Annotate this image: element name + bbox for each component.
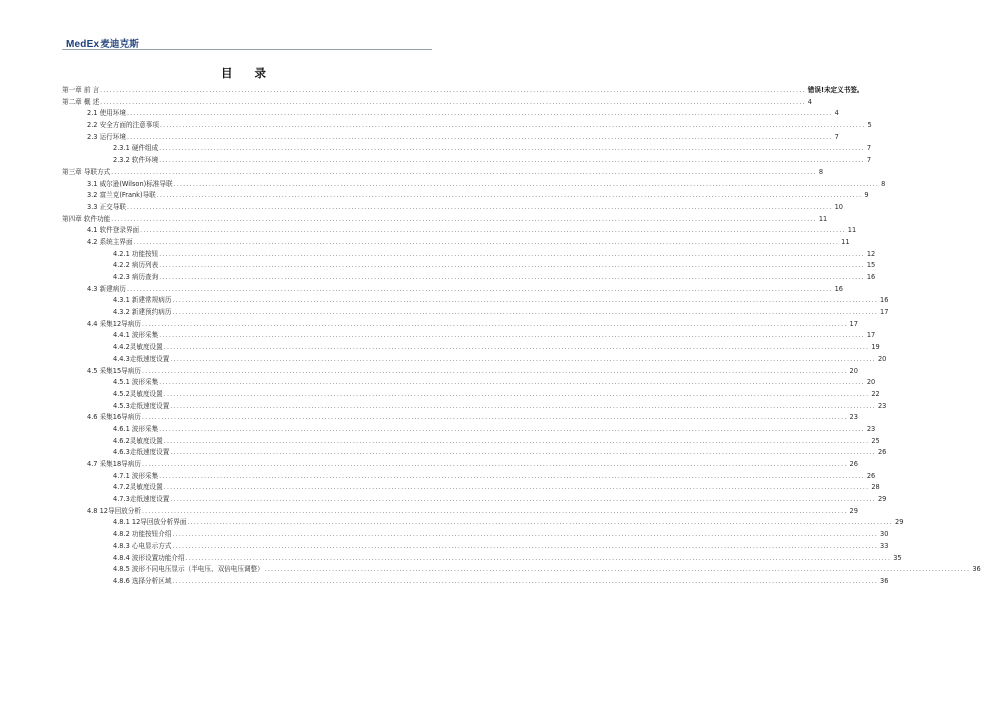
toc-entry-label: 4.5.3走纸速度设置 (113, 401, 170, 410)
toc-entry-label: 4.7 采集18导病历 (87, 460, 141, 468)
brand-logo-latin: MedEx (66, 39, 100, 50)
toc-entry[interactable] (62, 424, 876, 436)
toc-entry-label: 4.7.1 波形采集 (113, 471, 159, 480)
toc-entry-label: 4.5.1 波形采集 (113, 378, 159, 387)
toc-entry-page-number: 16 (834, 284, 843, 293)
brand-logo (66, 36, 139, 50)
toc-entry[interactable] (62, 447, 887, 459)
toc-entry[interactable] (62, 284, 843, 296)
toc-entry[interactable] (62, 85, 864, 97)
toc-entry-page-number: 10 (834, 202, 843, 211)
toc-entry[interactable] (62, 366, 858, 378)
toc-entry-label: 4.6.1 波形采集 (113, 424, 159, 433)
toc-entry-page-number: 16 (880, 296, 889, 305)
toc-entry-page-number: 17 (849, 319, 858, 328)
toc-dot-leader: ............................................................................................................................................................................................................................ (170, 449, 876, 457)
toc-entry[interactable] (62, 564, 981, 576)
toc-dot-leader: ............................................................................................................................................................................................................................ (159, 332, 865, 340)
toc-dot-leader: ............................................................................................................................................................................................................................ (187, 519, 894, 527)
toc-dot-leader: ............................................................................................................................................................................................................................ (141, 414, 848, 422)
toc-dot-leader: ............................................................................................................................................................................................................................ (141, 507, 848, 515)
toc-entry[interactable] (62, 132, 839, 144)
toc-entry-page-number: 7 (866, 156, 872, 165)
toc-entry-label: 第三章 导联方式 (62, 167, 111, 176)
toc-dot-leader: ............................................................................................................................................................................................................................ (126, 110, 833, 118)
toc-entry-page-number: 28 (871, 483, 880, 492)
toc-entry-label: 4.8.3 心电显示方式 (113, 541, 172, 550)
toc-entry[interactable] (62, 120, 872, 132)
toc-dot-leader: ............................................................................................................................................................................................................................ (163, 390, 870, 398)
toc-entry-page-number: 8 (818, 167, 824, 176)
toc-entry-page-number: 29 (895, 518, 904, 527)
toc-entry[interactable] (62, 529, 889, 541)
toc-entry-label: 4.6.3走纸速度设置 (113, 448, 170, 457)
toc-entry[interactable] (62, 482, 880, 494)
toc-entry-page-number: 26 (866, 471, 876, 480)
toc-entry[interactable] (62, 389, 880, 401)
toc-entry-page-number: 4 (807, 97, 812, 106)
toc-entry-page-number: 23 (849, 413, 858, 422)
toc-entry[interactable] (62, 354, 887, 366)
toc-entry[interactable] (62, 237, 850, 249)
toc-entry[interactable] (62, 143, 872, 155)
toc-entry-label: 4.7.3走纸速度设置 (113, 495, 170, 504)
toc-dot-leader: ............................................................................................................................................................................................................................ (172, 577, 879, 585)
toc-entry[interactable] (62, 412, 858, 424)
toc-entry[interactable] (62, 541, 889, 553)
toc-entry-label: 4.7.2灵敏度设置 (113, 483, 163, 492)
toc-dot-leader: ............................................................................................................................................................................................................................ (159, 145, 865, 153)
toc-entry-label: 4.3.2 新建预约病历 (113, 308, 172, 317)
toc-entry-page-number: 29 (877, 495, 887, 504)
toc-dot-leader: ............................................................................................................................................................................................................................ (126, 285, 833, 293)
toc-entry-label: 2.3.1 硬件组成 (113, 144, 159, 153)
toc-entry-page-number: 16 (866, 273, 876, 281)
toc-entry[interactable] (62, 459, 858, 471)
toc-dot-leader: ............................................................................................................................................................................................................................ (172, 297, 879, 305)
toc-entry-label: 2.3 运行环境 (87, 132, 126, 141)
toc-entry-page-number: 19 (871, 343, 880, 352)
toc-entry[interactable] (62, 307, 889, 319)
toc-entry[interactable] (62, 190, 869, 202)
toc-entry-page-number: 30 (880, 530, 889, 539)
toc-entry-page-number: 23 (877, 401, 887, 410)
toc-dot-leader: ............................................................................................................................................................................................................................ (172, 309, 879, 317)
toc-entry-label: 3.3 正交导联 (87, 202, 126, 211)
toc-entry-label: 4.6 采集16导病历 (87, 413, 141, 422)
toc-entry-page-number: 错误!未定义书签。 (807, 86, 864, 94)
toc-entry-label: 3.2 富兰克(Frank)导联 (87, 191, 156, 200)
toc-entry[interactable] (62, 272, 876, 284)
toc-entry-label: 4.6.2灵敏度设置 (113, 436, 163, 445)
toc-entry-label: 4.5 采集15导病历 (87, 366, 141, 375)
toc-entry-page-number: 26 (877, 448, 887, 457)
toc-dot-leader: ............................................................................................................................................................................................................................ (126, 203, 833, 211)
toc-dot-leader: ............................................................................................................................................................................................................................ (159, 379, 865, 387)
toc-dot-leader: ............................................................................................................................................................................................................................ (159, 472, 865, 480)
toc-dot-leader: ............................................................................................................................................................................................................................ (170, 496, 876, 504)
toc-dot-leader: ............................................................................................................................................................................................................................ (100, 98, 806, 106)
toc-dot-leader: ............................................................................................................................................................................................................................ (100, 87, 806, 94)
toc-entry[interactable] (62, 179, 886, 191)
toc-entry[interactable] (62, 576, 889, 588)
toc-entry[interactable] (62, 260, 876, 272)
toc-entry[interactable] (62, 436, 880, 448)
toc-entry[interactable] (62, 506, 858, 518)
toc-entry-label: 4.2.3 病历查询 (113, 273, 159, 281)
toc-dot-leader: ............................................................................................................................................................................................................................ (185, 554, 892, 562)
toc-entry-page-number: 11 (818, 214, 828, 223)
toc-dot-leader: ............................................................................................................................................................................................................................ (170, 402, 876, 410)
toc-entry[interactable] (62, 401, 887, 413)
toc-entry-page-number: 26 (849, 460, 858, 468)
toc-dot-leader: ............................................................................................................................................................................................................................ (172, 542, 879, 550)
toc-entry-page-number: 20 (849, 366, 858, 375)
toc-entry-label: 4.8.2 功能按钮介绍 (113, 530, 172, 539)
toc-entry-page-number: 11 (847, 226, 857, 235)
toc-entry-label: 4.4.3走纸速度设置 (113, 354, 170, 363)
toc-dot-leader: ............................................................................................................................................................................................................................ (173, 180, 880, 188)
toc-dot-leader: ............................................................................................................................................................................................................................ (133, 238, 840, 246)
toc-entry-page-number: 33 (880, 541, 889, 550)
toc-entry-label: 4.8.5 波形不同电压显示（半电压、双倍电压调整） (113, 565, 264, 574)
toc-entry[interactable] (62, 225, 857, 237)
toc-entry-label: 4.2.1 功能按钮 (113, 249, 159, 258)
toc-entry[interactable] (62, 517, 904, 529)
toc-dot-leader: ............................................................................................................................................................................................................................ (159, 262, 865, 270)
toc-entry[interactable] (62, 377, 876, 389)
toc-entry-page-number: 11 (841, 237, 850, 246)
toc-entry-page-number: 36 (972, 565, 981, 574)
toc-entry[interactable] (62, 342, 880, 354)
toc-entry[interactable] (62, 295, 889, 307)
toc-entry-page-number: 29 (849, 506, 858, 515)
toc-entry-page-number: 7 (866, 144, 872, 153)
toc-dot-leader: ............................................................................................................................................................................................................................ (141, 461, 848, 468)
toc-entry-label: 2.3.2 软件环境 (113, 156, 159, 165)
toc-entry[interactable] (62, 330, 876, 342)
toc-title: 目 录 (220, 66, 275, 80)
toc-entry-page-number: 20 (866, 378, 876, 387)
toc-entry[interactable] (62, 249, 876, 261)
toc-dot-leader: ............................................................................................................................................................................................................................ (264, 566, 971, 574)
toc-entry-page-number: 9 (864, 191, 869, 200)
toc-entry-page-number: 23 (866, 424, 876, 433)
toc-entry-label: 4.8.6 选择分析区域 (113, 576, 172, 585)
toc-dot-leader: ............................................................................................................................................................................................................................ (163, 437, 870, 445)
toc-entry[interactable] (62, 155, 872, 167)
toc-dot-leader: ............................................................................................................................................................................................................................ (170, 355, 876, 363)
toc-entry[interactable] (62, 167, 824, 179)
toc-entry-page-number: 17 (866, 331, 876, 340)
toc-dot-leader: ............................................................................................................................................................................................................................ (159, 157, 865, 165)
toc-entry-label: 4.4.1 波形采集 (113, 331, 159, 340)
toc-dot-leader: ............................................................................................................................................................................................................................ (126, 133, 833, 141)
toc-entry-page-number: 4 (834, 109, 839, 118)
header-divider (62, 49, 432, 50)
toc-entry[interactable] (62, 108, 839, 120)
toc-entry-label: 第二章 概 述 (62, 97, 100, 106)
toc-dot-leader: ............................................................................................................................................................................................................................ (141, 320, 848, 328)
toc-entry-page-number: 17 (880, 308, 889, 317)
toc-entry-page-number: 7 (834, 132, 839, 141)
toc-entry[interactable] (62, 553, 902, 565)
toc-entry[interactable] (62, 319, 858, 331)
toc-entry-page-number: 35 (893, 553, 902, 562)
toc-entry-label: 2.1 使用环境 (87, 109, 126, 118)
toc-entry-label: 4.4.2灵敏度设置 (113, 343, 163, 352)
toc-entry[interactable] (62, 202, 843, 214)
toc-dot-leader: ............................................................................................................................................................................................................................ (159, 122, 866, 130)
toc-dot-leader: ............................................................................................................................................................................................................................ (159, 250, 865, 258)
toc-dot-leader: ............................................................................................................................................................................................................................ (140, 227, 846, 235)
toc-entry-label: 4.8.1 12导回放分析界面 (113, 518, 187, 527)
toc-dot-leader: ............................................................................................................................................................................................................................ (163, 484, 870, 492)
toc-entry-label: 4.1 软件登录界面 (87, 226, 140, 235)
toc-entry-label: 2.2 安全方面的注意事项 (87, 121, 159, 130)
toc-entry[interactable] (62, 97, 812, 109)
toc-dot-leader: ............................................................................................................................................................................................................................ (111, 168, 817, 176)
toc-entry[interactable] (62, 471, 876, 483)
toc-entry-page-number: 36 (880, 576, 889, 585)
toc-entry-label: 第四章 软件功能 (62, 214, 111, 223)
toc-entry-page-number: 12 (866, 249, 876, 258)
brand-logo-cn: 麦迪克斯 (100, 39, 140, 50)
toc-entry-label: 第一章 前 言 (62, 86, 100, 94)
toc-entry-page-number: 8 (881, 179, 886, 188)
toc-entry-label: 4.5.2灵敏度设置 (113, 389, 163, 398)
toc-entry-page-number: 15 (866, 261, 876, 270)
table-of-contents (62, 85, 981, 588)
toc-entry-label: 4.3 新建病历 (87, 284, 126, 293)
toc-entry-label: 4.3.1 新建常规病历 (113, 296, 172, 305)
toc-entry-label: 4.4 采集12导病历 (87, 319, 141, 328)
toc-dot-leader: ............................................................................................................................................................................................................................ (156, 192, 863, 200)
toc-entry[interactable] (62, 214, 828, 226)
toc-dot-leader: ............................................................................................................................................................................................................................ (141, 367, 848, 375)
toc-entry-label: 4.8 12导回放分析 (87, 506, 141, 515)
toc-entry-label: 4.2 系统主界面 (87, 237, 133, 246)
toc-dot-leader: ............................................................................................................................................................................................................................ (172, 531, 879, 539)
toc-entry-page-number: 25 (871, 436, 880, 445)
toc-dot-leader: ............................................................................................................................................................................................................................ (111, 215, 817, 223)
toc-entry-page-number: 22 (871, 389, 880, 398)
toc-entry-page-number: 20 (877, 354, 887, 363)
toc-dot-leader: ............................................................................................................................................................................................................................ (159, 274, 865, 281)
toc-entry-label: 4.2.2 病历列表 (113, 261, 159, 270)
toc-entry-label: 4.8.4 波形设置功能介绍 (113, 553, 185, 562)
toc-dot-leader: ............................................................................................................................................................................................................................ (163, 344, 870, 352)
toc-entry-page-number: 5 (867, 121, 872, 130)
toc-dot-leader: ............................................................................................................................................................................................................................ (159, 425, 865, 433)
toc-entry[interactable] (62, 494, 887, 506)
toc-entry-label: 3.1 威尔逊(Wilson)标准导联 (87, 179, 173, 188)
